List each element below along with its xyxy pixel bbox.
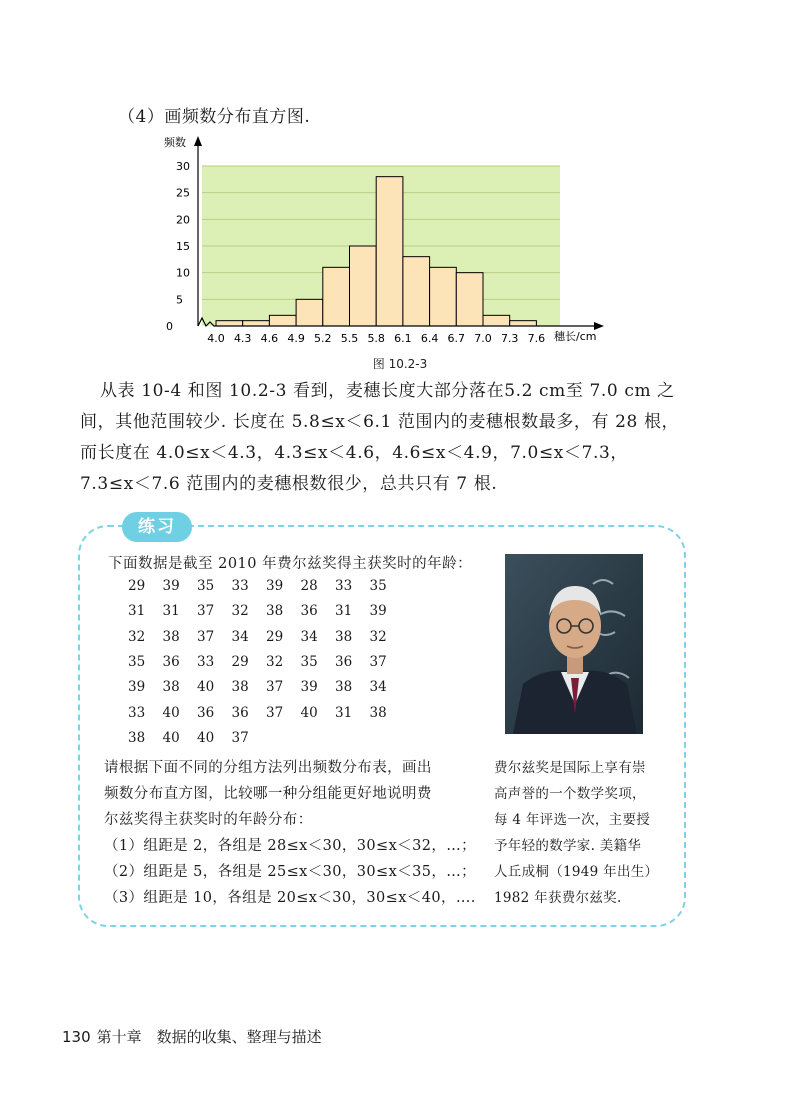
age-value: 32 [128, 628, 146, 645]
age-value: 38 [335, 679, 353, 696]
y-tick-label: 10 [176, 266, 190, 280]
age-value: 36 [231, 704, 249, 721]
histogram-bar [376, 177, 403, 326]
y-tick-label: 0 [166, 320, 173, 333]
y-tick-label: 30 [176, 160, 190, 173]
age-value: 35 [369, 578, 387, 594]
ages-row [128, 603, 404, 619]
ages-row [128, 730, 266, 746]
age-value: 39 [369, 603, 387, 620]
ages-row [128, 629, 404, 645]
instruction-line-2: 频数分布直方图，比较哪一种分组能更好地说明费 [104, 786, 432, 802]
x-tick-label: 6.7 [447, 332, 466, 345]
y-tick-label: 20 [176, 213, 190, 227]
x-tick-label: 6.4 [420, 332, 439, 345]
age-value: 36 [335, 653, 353, 670]
ages-row [128, 654, 404, 670]
photo-note-1: 费尔兹奖是国际上享有崇 [494, 760, 646, 776]
x-tick-label: 5.5 [340, 332, 359, 345]
y-tick-label: 25 [176, 186, 190, 200]
x-axis-label: 穗长/cm [554, 330, 597, 343]
age-value: 34 [300, 628, 318, 645]
age-value: 36 [300, 603, 318, 620]
x-tick-label: 4.0 [207, 332, 225, 345]
histogram-bar [456, 273, 483, 326]
histogram-bar [296, 299, 323, 326]
x-tick-label: 4.9 [287, 332, 305, 345]
photo-note-5: 人丘成桐（1949 年出生） [494, 864, 659, 880]
photo-note-4: 予年轻的数学家. 美籍华 [494, 838, 642, 854]
age-value: 39 [266, 578, 284, 594]
age-value: 38 [335, 628, 353, 645]
age-value: 32 [369, 628, 387, 645]
age-value: 31 [335, 704, 353, 721]
age-value: 37 [369, 653, 387, 670]
age-value: 39 [300, 679, 318, 696]
age-value: 33 [197, 653, 215, 670]
ages-row [128, 705, 404, 721]
y-axis-label: 频数 [164, 136, 186, 149]
age-value: 39 [162, 578, 180, 594]
option-3: （3）组距是 10，各组是 20≤x＜30，30≤x＜40，…. [104, 890, 476, 906]
x-tick-label: 4.3 [233, 332, 252, 345]
age-value: 34 [369, 679, 387, 696]
histogram-bar [216, 321, 243, 326]
x-tick-labels [207, 332, 545, 345]
figure-caption: 图 10.2-3 [372, 357, 428, 371]
age-value: 40 [300, 704, 318, 721]
ages-row [128, 578, 404, 594]
histogram-bar [483, 315, 510, 326]
age-value: 37 [266, 704, 284, 721]
histogram-bar [243, 321, 270, 326]
age-value: 37 [231, 729, 249, 746]
y-tick-labels [166, 160, 190, 333]
y-axis-arrow [194, 136, 202, 146]
ages-row [128, 679, 404, 695]
age-value: 31 [128, 603, 146, 620]
age-value: 38 [128, 729, 146, 746]
age-value: 37 [266, 679, 284, 696]
age-value: 38 [266, 603, 284, 620]
age-value: 40 [162, 704, 180, 721]
age-value: 37 [197, 628, 215, 645]
age-value: 38 [162, 679, 180, 696]
histogram-bar [430, 267, 457, 326]
histogram-bar [510, 321, 537, 326]
age-value: 33 [335, 578, 353, 594]
option-2: （2）组距是 5，各组是 25≤x＜30，30≤x＜35，…； [104, 864, 477, 880]
histogram-bar [323, 267, 350, 326]
age-value: 28 [300, 578, 318, 594]
age-value: 40 [197, 679, 215, 696]
age-value: 31 [335, 603, 353, 620]
body-line-1: 从表 10-4 和图 10.2-3 看到，麦穗长度大部分落在5.2 cm至 7.0 cm 之 [100, 381, 675, 401]
histogram-chart [160, 132, 610, 350]
exercise-tab: 练习 [122, 512, 192, 542]
age-value: 37 [197, 603, 215, 620]
histogram-bar [350, 246, 377, 326]
age-value: 34 [231, 628, 249, 645]
body-line-4: 7.3≤x＜7.6 范围内的麦穗根数很少，总共只有 7 根. [80, 474, 498, 494]
age-value: 32 [266, 653, 284, 670]
age-value: 35 [128, 653, 146, 670]
age-value: 36 [162, 653, 180, 670]
age-value: 36 [197, 704, 215, 721]
option-1: （1）组距是 2，各组是 28≤x＜30，30≤x＜32，…； [104, 838, 477, 854]
age-value: 29 [266, 628, 284, 645]
x-tick-label: 7.6 [527, 332, 546, 345]
x-tick-label: 7.0 [474, 332, 492, 345]
page-footer [62, 1026, 322, 1047]
age-value: 38 [162, 628, 180, 645]
photo-note-2: 高声誉的一个数学奖项， [494, 786, 646, 802]
exercise-intro: 下面数据是截至 2010 年费尔兹奖得主获奖时的年龄： [108, 556, 473, 572]
portrait-photo [505, 554, 643, 734]
photo-note-3: 每 4 年评选一次，主要授 [494, 812, 651, 828]
x-tick-label: 5.2 [314, 332, 332, 345]
age-value: 35 [300, 653, 318, 670]
age-value: 32 [231, 603, 249, 620]
age-value: 40 [162, 729, 180, 746]
x-tick-label: 4.6 [260, 332, 279, 345]
instruction-line-3: 尔兹奖得主获奖时的年龄分布： [104, 812, 313, 828]
age-value: 33 [128, 704, 146, 721]
step-heading: （4）画频数分布直方图. [118, 107, 311, 127]
histogram-bar [403, 257, 430, 326]
y-tick-label: 5 [176, 293, 183, 307]
chapter-title: 第十章 数据的收集、整理与描述 [96, 1028, 322, 1046]
x-axis-arrow [594, 322, 604, 330]
age-value: 38 [369, 704, 387, 721]
age-value: 29 [231, 653, 249, 670]
body-line-2: 间，其他范围较少. 长度在 5.8≤x＜6.1 范围内的麦穗根数最多，有 28 根， [80, 412, 680, 432]
instruction-line-1: 请根据下面不同的分组方法列出频数分布表，画出 [104, 760, 432, 776]
photo-note-6: 1982 年获费尔兹奖. [494, 890, 622, 906]
age-value: 39 [128, 679, 146, 696]
x-tick-label: 7.3 [500, 332, 519, 345]
age-value: 38 [231, 679, 249, 696]
x-tick-label: 6.1 [394, 332, 412, 345]
age-value: 31 [162, 603, 180, 620]
age-value: 35 [197, 578, 215, 594]
age-value: 29 [128, 578, 146, 594]
body-line-3: 而长度在 4.0≤x＜4.3，4.3≤x＜4.6，4.6≤x＜4.9，7.0≤x＜7.3， [80, 443, 629, 463]
y-tick-label: 15 [176, 240, 190, 253]
histogram-bar [269, 315, 296, 326]
age-value: 40 [197, 729, 215, 746]
page-number: 130 [62, 1028, 91, 1046]
x-tick-label: 5.8 [367, 332, 385, 345]
age-value: 33 [231, 578, 249, 594]
